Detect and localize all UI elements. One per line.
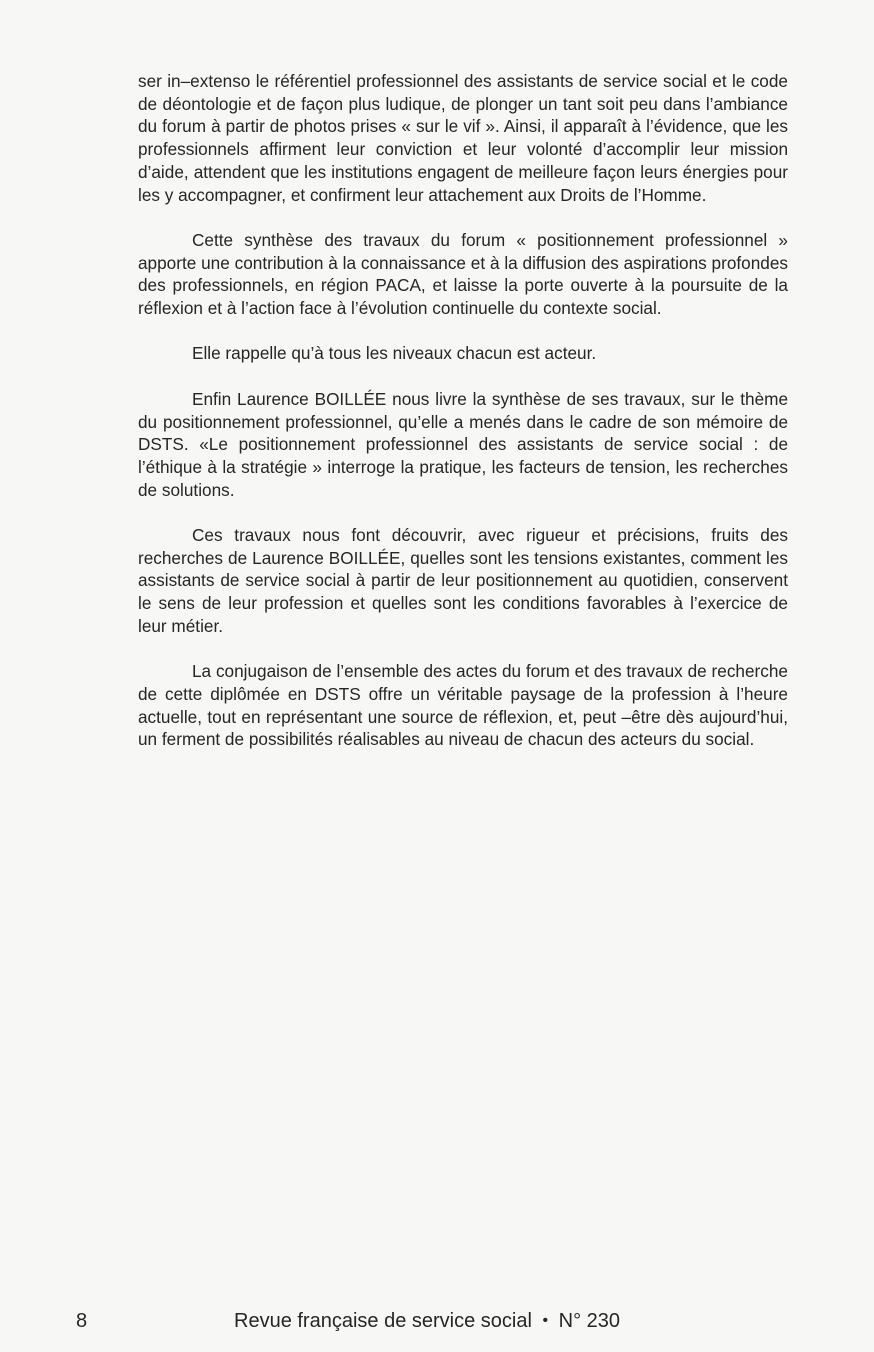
page-body bbox=[138, 70, 788, 774]
page-number: 8 bbox=[76, 1310, 88, 1332]
paragraph: Cette synthèse des travaux du forum « positionnement professionnel » apporte une contribution à la connaissance et à la diffusion des aspirations profondes des professionnels, en région PACA, et laisse la porte ouverte à la poursuite de la réflexion et à l’action face à l’évolution continuelle du contexte social. bbox=[138, 229, 788, 319]
journal-reference bbox=[234, 1310, 620, 1333]
paragraph: ser in–extenso le référentiel professionnel des assistants de service social et le code de déontologie et de façon plus ludique, de plonger un tant soit peu dans l’ambiance du forum à partir de photos prises « sur le vif ». Ainsi, il apparaît à l’évidence, que les professionnels affirment leur conviction et leur volonté d’accomplir leur mission d’aide, attendent que les institutions engagent de meilleure façon leurs énergies pour les y accompagner, et confirment leur attachement aux Droits de l’Homme. bbox=[138, 71, 788, 205]
issue-number: N° 230 bbox=[558, 1310, 621, 1332]
journal-title: Revue française de service social bbox=[234, 1310, 532, 1332]
paragraph: Enfin Laurence BOILLÉE nous livre la synthèse de ses travaux, sur le thème du positionnement professionnel, qu’elle a menés dans le cadre de son mémoire de DSTS. «Le positionnement professionnel des assistants de service social : de l’éthique à la stratégie » interroge la pratique, les facteurs de tension, les recherches de solutions. bbox=[138, 388, 788, 500]
paragraph: Ces travaux nous font découvrir, avec rigueur et précisions, fruits des recherches de Laurence BOILLÉE, quelles sont les tensions existantes, comment les assistants de service social à partir de leur positionnement au quotidien, conservent le sens de leur profession et quelles sont les conditions favorables à l’exercice de leur métier. bbox=[138, 525, 788, 636]
separator-dot: • bbox=[542, 1312, 549, 1329]
page-footer bbox=[0, 1310, 874, 1340]
paragraph: La conjugaison de l’ensemble des actes du forum et des travaux de recherche de cette diplômée en DSTS offre un véritable paysage de la profession à l’heure actuelle, tout en représentant une source de réflexion, et, peut –être dès aujourd’hui, un ferment de possibilités réalisables au niveau de chacun des acteurs du social. bbox=[138, 661, 788, 750]
paragraph: Elle rappelle qu’à tous les niveaux chacun est acteur. bbox=[192, 343, 597, 364]
